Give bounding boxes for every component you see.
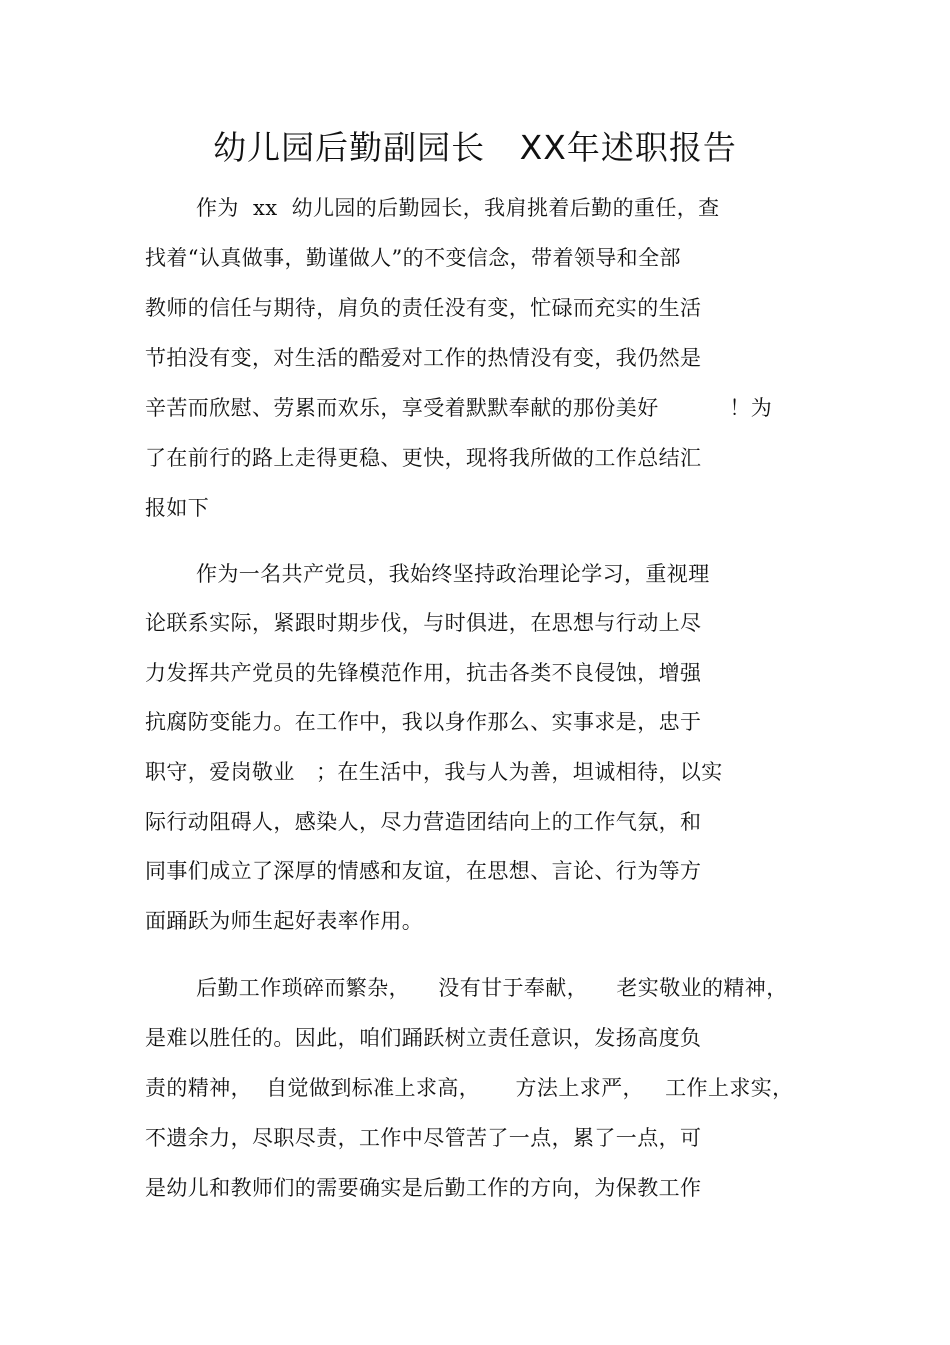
paragraph-1-line-7: 报如下 [145, 496, 210, 520]
paragraph-2-line-6: 际行动阻碍人，感染人，尽力营造团结向上的工作气氛，和 [145, 810, 702, 834]
paragraph-2-line-3: 力发挥共产党员的先锋模范作用，抗击各类不良侵蚀，增强 [145, 661, 702, 685]
paragraph-1-line-5: 辛苦而欣慰、劳累而欢乐，享受着默默奉献的那份美好 ！为 [145, 396, 773, 420]
paragraph-2-line-4: 抗腐防变能力。在工作中，我以身作那么、实事求是，忠于 [145, 710, 702, 734]
paragraph-3-line-4: 不遗余力，尽职尽责，工作中尽管苦了一点，累了一点，可 [145, 1126, 702, 1150]
paragraph-2-line-5: 职守，爱岗敬业 ；在生活中，我与人为善，坦诚相待，以实 [145, 760, 723, 784]
paragraph-1-line-3: 教师的信任与期待，肩负的责任没有变，忙碌而充实的生活 [145, 296, 702, 320]
paragraph-2-line-2: 论联系实际，紧跟时期步伐，与时俱进，在思想与行动上尽 [145, 611, 702, 635]
paragraph-1-line-2: 找着“认真做事，勤谨做人”的不变信念，带着领导和全部 [145, 246, 681, 270]
paragraph-2-line-1: 作为一名共产党员，我始终坚持政治理论学习，重视理 [196, 562, 710, 586]
paragraph-2-line-7: 同事们成立了深厚的情感和友谊，在思想、言论、行为等方 [145, 859, 702, 883]
paragraph-1-line-6: 了在前行的路上走得更稳、更快，现将我所做的工作总结汇 [145, 446, 702, 470]
paragraph-3-line-5: 是幼儿和教师们的需要确实是后勤工作的方向，为保教工作 [145, 1176, 702, 1200]
paragraph-2-line-8: 面踊跃为师生起好表率作用。 [145, 909, 424, 933]
paragraph-1-line-1: 作为 xx 幼儿园的后勤园长，我肩挑着后勤的重任，查 [196, 196, 720, 220]
paragraph-1-line-4: 节拍没有变，对生活的酷爱对工作的热情没有变，我仍然是 [145, 346, 702, 370]
page-title: 幼儿园后勤副园长 XX年述职报告 [213, 128, 737, 167]
paragraph-3-line-2: 是难以胜任的。因此，咱们踊跃树立责任意识，发扬高度负 [145, 1026, 702, 1050]
paragraph-3-line-1: 后勤工作琐碎而繁杂， 没有甘于奉献， 老实敬业的精神， [196, 976, 788, 1000]
paragraph-3-line-3: 责的精神， 自觉做到标准上求高， 方法上求严， 工作上求实， [145, 1076, 794, 1100]
